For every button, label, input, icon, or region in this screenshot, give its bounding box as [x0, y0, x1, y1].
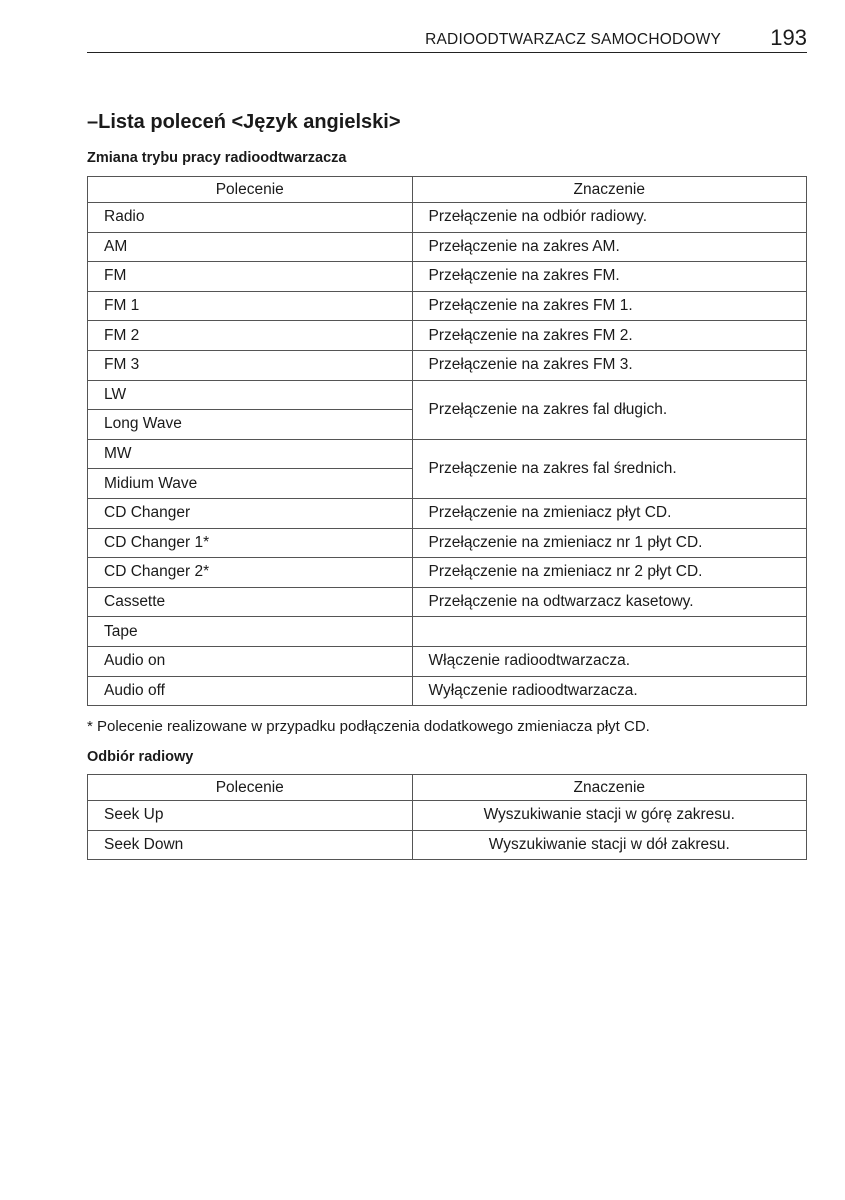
- command-cell: FM 2: [88, 321, 413, 351]
- column-header-command: Polecenie: [88, 775, 413, 801]
- radio-commands-table: [87, 774, 807, 860]
- table-row: [88, 380, 807, 410]
- table-row: [88, 830, 807, 860]
- meaning-cell: Wyłączenie radioodtwarzacza.: [412, 676, 807, 706]
- running-header-title: RADIOODTWARZACZ SAMOCHODOWY: [425, 31, 721, 48]
- command-cell: FM 1: [88, 291, 413, 321]
- meaning-cell: Przełączenie na zakres fal średnich.: [412, 439, 807, 498]
- mode-commands-table: [87, 176, 807, 706]
- table-row: [88, 558, 807, 588]
- meaning-cell: Przełączenie na zakres FM 3.: [412, 350, 807, 380]
- table-row: [88, 350, 807, 380]
- header-rule: [87, 52, 807, 53]
- command-cell: Midium Wave: [88, 469, 413, 499]
- table-row: [88, 676, 807, 706]
- table-row: [88, 262, 807, 292]
- column-header-command: Polecenie: [88, 177, 413, 203]
- page-header: [87, 24, 807, 52]
- command-cell: Tape: [88, 617, 413, 647]
- command-cell: Radio: [88, 203, 413, 233]
- meaning-cell: Przełączenie na zakres AM.: [412, 232, 807, 262]
- meaning-cell: Przełączenie na odbiór radiowy.: [412, 203, 807, 233]
- table-row: [88, 203, 807, 233]
- meaning-cell: Przełączenie na zakres FM.: [412, 262, 807, 292]
- command-cell: CD Changer 2*: [88, 558, 413, 588]
- table-row: [88, 587, 807, 617]
- meaning-cell: Przełączenie na zmieniacz nr 2 płyt CD.: [412, 558, 807, 588]
- table-row: [88, 617, 807, 647]
- section-title: –Lista poleceń <Język angielski>: [87, 111, 401, 133]
- meaning-cell: Przełączenie na zakres FM 1.: [412, 291, 807, 321]
- command-cell: MW: [88, 439, 413, 469]
- table2-heading: Odbiór radiowy: [87, 749, 194, 765]
- table-row: [88, 439, 807, 469]
- table-row: [88, 498, 807, 528]
- meaning-cell: Wyszukiwanie stacji w dół zakresu.: [412, 830, 806, 860]
- command-cell: FM: [88, 262, 413, 292]
- table-header-row: [88, 177, 807, 203]
- command-cell: Audio on: [88, 646, 413, 676]
- command-cell: Seek Up: [88, 801, 413, 831]
- meaning-cell: [412, 617, 807, 647]
- table-row: [88, 291, 807, 321]
- command-cell: LW: [88, 380, 413, 410]
- meaning-cell: Przełączenie na zakres FM 2.: [412, 321, 807, 351]
- meaning-cell: Wyszukiwanie stacji w górę zakresu.: [412, 801, 806, 831]
- column-header-meaning: Znaczenie: [412, 177, 807, 203]
- meaning-cell: Przełączenie na zmieniacz nr 1 płyt CD.: [412, 528, 807, 558]
- table-row: [88, 321, 807, 351]
- table-row: [88, 646, 807, 676]
- table-row: [88, 232, 807, 262]
- command-cell: Long Wave: [88, 410, 413, 440]
- meaning-cell: Przełączenie na zmieniacz płyt CD.: [412, 498, 807, 528]
- page-number: 193: [770, 25, 807, 50]
- table1-heading: Zmiana trybu pracy radioodtwarzacza: [87, 150, 347, 166]
- command-cell: CD Changer: [88, 498, 413, 528]
- command-cell: Seek Down: [88, 830, 413, 860]
- meaning-cell: Przełączenie na zakres fal długich.: [412, 380, 807, 439]
- command-cell: FM 3: [88, 350, 413, 380]
- command-cell: Audio off: [88, 676, 413, 706]
- command-cell: Cassette: [88, 587, 413, 617]
- meaning-cell: Przełączenie na odtwarzacz kasetowy.: [412, 587, 807, 617]
- command-cell: AM: [88, 232, 413, 262]
- command-cell: CD Changer 1*: [88, 528, 413, 558]
- table-row: [88, 528, 807, 558]
- table-row: [88, 801, 807, 831]
- meaning-cell: Włączenie radioodtwarzacza.: [412, 646, 807, 676]
- footnote: * Polecenie realizowane w przypadku podłączenia dodatkowego zmieniacza płyt CD.: [87, 718, 650, 735]
- table-header-row: [88, 775, 807, 801]
- column-header-meaning: Znaczenie: [412, 775, 806, 801]
